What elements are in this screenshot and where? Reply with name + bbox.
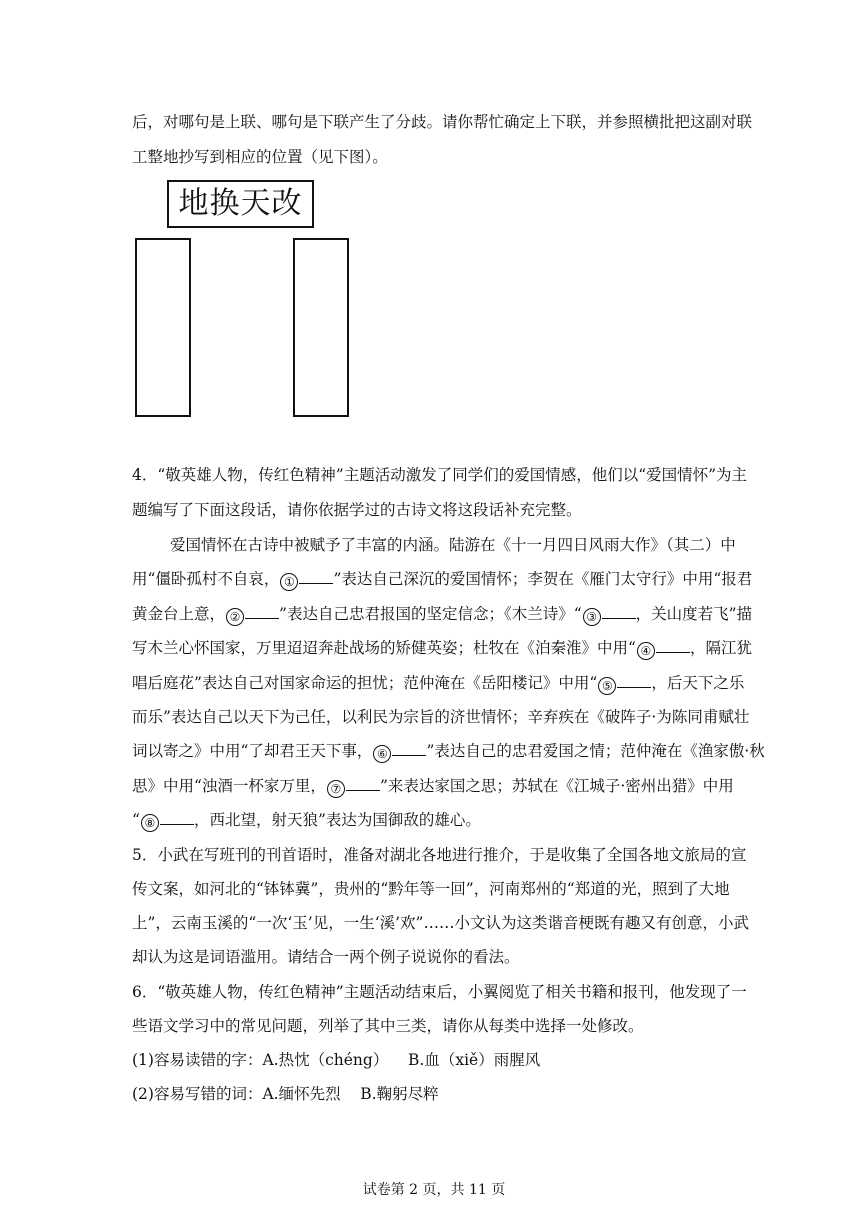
q4-paragraph-line-1: 爱国情怀在古诗中被赋予了丰富的内涵。陆游在《十一月四日风雨大作》（其二）中	[170, 536, 736, 554]
blank-2	[245, 605, 279, 619]
q5-line-4: 却认为这是词语滥用。请结合一两个例子说说你的看法。	[132, 948, 520, 966]
q5-line-2: 传文案，如河北的“钵钵冀”，贵州的“黔年等一回”，河南郑州的“郑道的光，照到了大地	[132, 880, 730, 898]
couplet-left-scroll-box	[135, 238, 191, 417]
q4-paragraph-line-8: 思》中用“浊酒一杯家万里， ⑦ ”来表达家国之思；苏轼在《江城子·密州出猎》中用	[132, 777, 734, 796]
intro-line-1: 后，对哪句是上联、哪句是下联产生了分歧。请你帮忙确定上下联，并参照横批把这副对联	[132, 113, 753, 131]
q4-line-2: 题编写了下面这段话，请你依据学过的古诗文将这段话补充完整。	[132, 501, 582, 519]
q4-paragraph-line-2: 用“僵卧孤村不自哀， ① ”表达自己深沉的爱国情怀；李贺在《雁门太守行》中用“报君	[132, 570, 753, 589]
blank-number-1: ①	[280, 573, 298, 591]
blank-7	[346, 777, 380, 791]
q6-item-1: (1)容易读错的字：A.热忱（chéng） B.血（xiě）雨腥风	[132, 1051, 541, 1069]
q4-paragraph-line-5: 唱后庭花”表达自己对国家命运的担忧；范仲淹在《岳阳楼记》中用“ ⑤ ，后天下之乐	[132, 674, 745, 693]
q4-paragraph-line-9: “ ⑧ ，西北望，射天狼”表达为国御敌的雄心。	[132, 811, 481, 830]
q5-line-3: 上”，云南玉溪的“一次‘玉’见，一生‘溪’欢”……小文认为这类谐音梗既有趣又有创意，小武	[132, 914, 749, 932]
blank-number-2: ②	[226, 608, 244, 626]
blank-number-6: ⑥	[373, 745, 391, 763]
blank-number-7: ⑦	[327, 780, 345, 798]
blank-number-4: ④	[637, 642, 655, 660]
q6-line-2: 些语文学习中的常见问题，列举了其中三类，请你从每类中选择一处修改。	[132, 1017, 644, 1035]
blank-number-5: ⑤	[598, 677, 616, 695]
blank-6	[392, 742, 426, 756]
blank-1	[299, 570, 333, 584]
intro-line-2: 工整地抄写到相应的位置（见下图）。	[132, 148, 388, 166]
couplet-horizontal-scroll: 地换天改	[167, 180, 314, 228]
blank-5	[617, 674, 651, 688]
q4-paragraph-line-7: 词以寄之》中用“了却君王天下事， ⑥ ”表达自己的忠君爱国之情；范仲淹在《渔家傲·秋	[132, 742, 765, 761]
q6-item-2: (2)容易写错的词：A.缅怀先烈 B.鞠躬尽粹	[132, 1085, 439, 1103]
page-footer: 试卷第 2 页，共 11 页	[362, 1182, 506, 1198]
q4-paragraph-line-6: 而乐”表达自己以天下为己任，以利民为宗旨的济世情怀；辛弃疾在《破阵子·为陈同甫赋壮	[132, 708, 750, 726]
q4-line-1: 4．“敬英雄人物，传红色精神”主题活动激发了同学们的爱国情感，他们以“爱国情怀”为主	[132, 466, 748, 484]
q5-line-1: 5．小武在写班刊的刊首语时，准备对湖北各地进行推介，于是收集了全国各地文旅局的宣	[132, 846, 747, 864]
q6-line-1: 6．“敬英雄人物，传红色精神”主题活动结束后，小翼阅览了相关书籍和报刊，他发现了一	[132, 983, 747, 1001]
couplet-right-scroll-box	[293, 238, 349, 417]
blank-number-3: ③	[583, 608, 601, 626]
q4-paragraph-line-3: 黄金台上意， ② ”表达自己忠君报国的坚定信念；《木兰诗》“ ③ ，关山度若飞”描	[132, 605, 753, 624]
blank-4	[656, 639, 690, 653]
blank-number-8: ⑧	[141, 814, 159, 832]
q4-paragraph-line-4: 写木兰心怀国家，万里迢迢奔赴战场的矫健英姿；杜牧在《泊秦淮》中用“ ④ ，隔江犹	[132, 639, 752, 658]
blank-8	[160, 811, 194, 825]
blank-3	[602, 605, 636, 619]
